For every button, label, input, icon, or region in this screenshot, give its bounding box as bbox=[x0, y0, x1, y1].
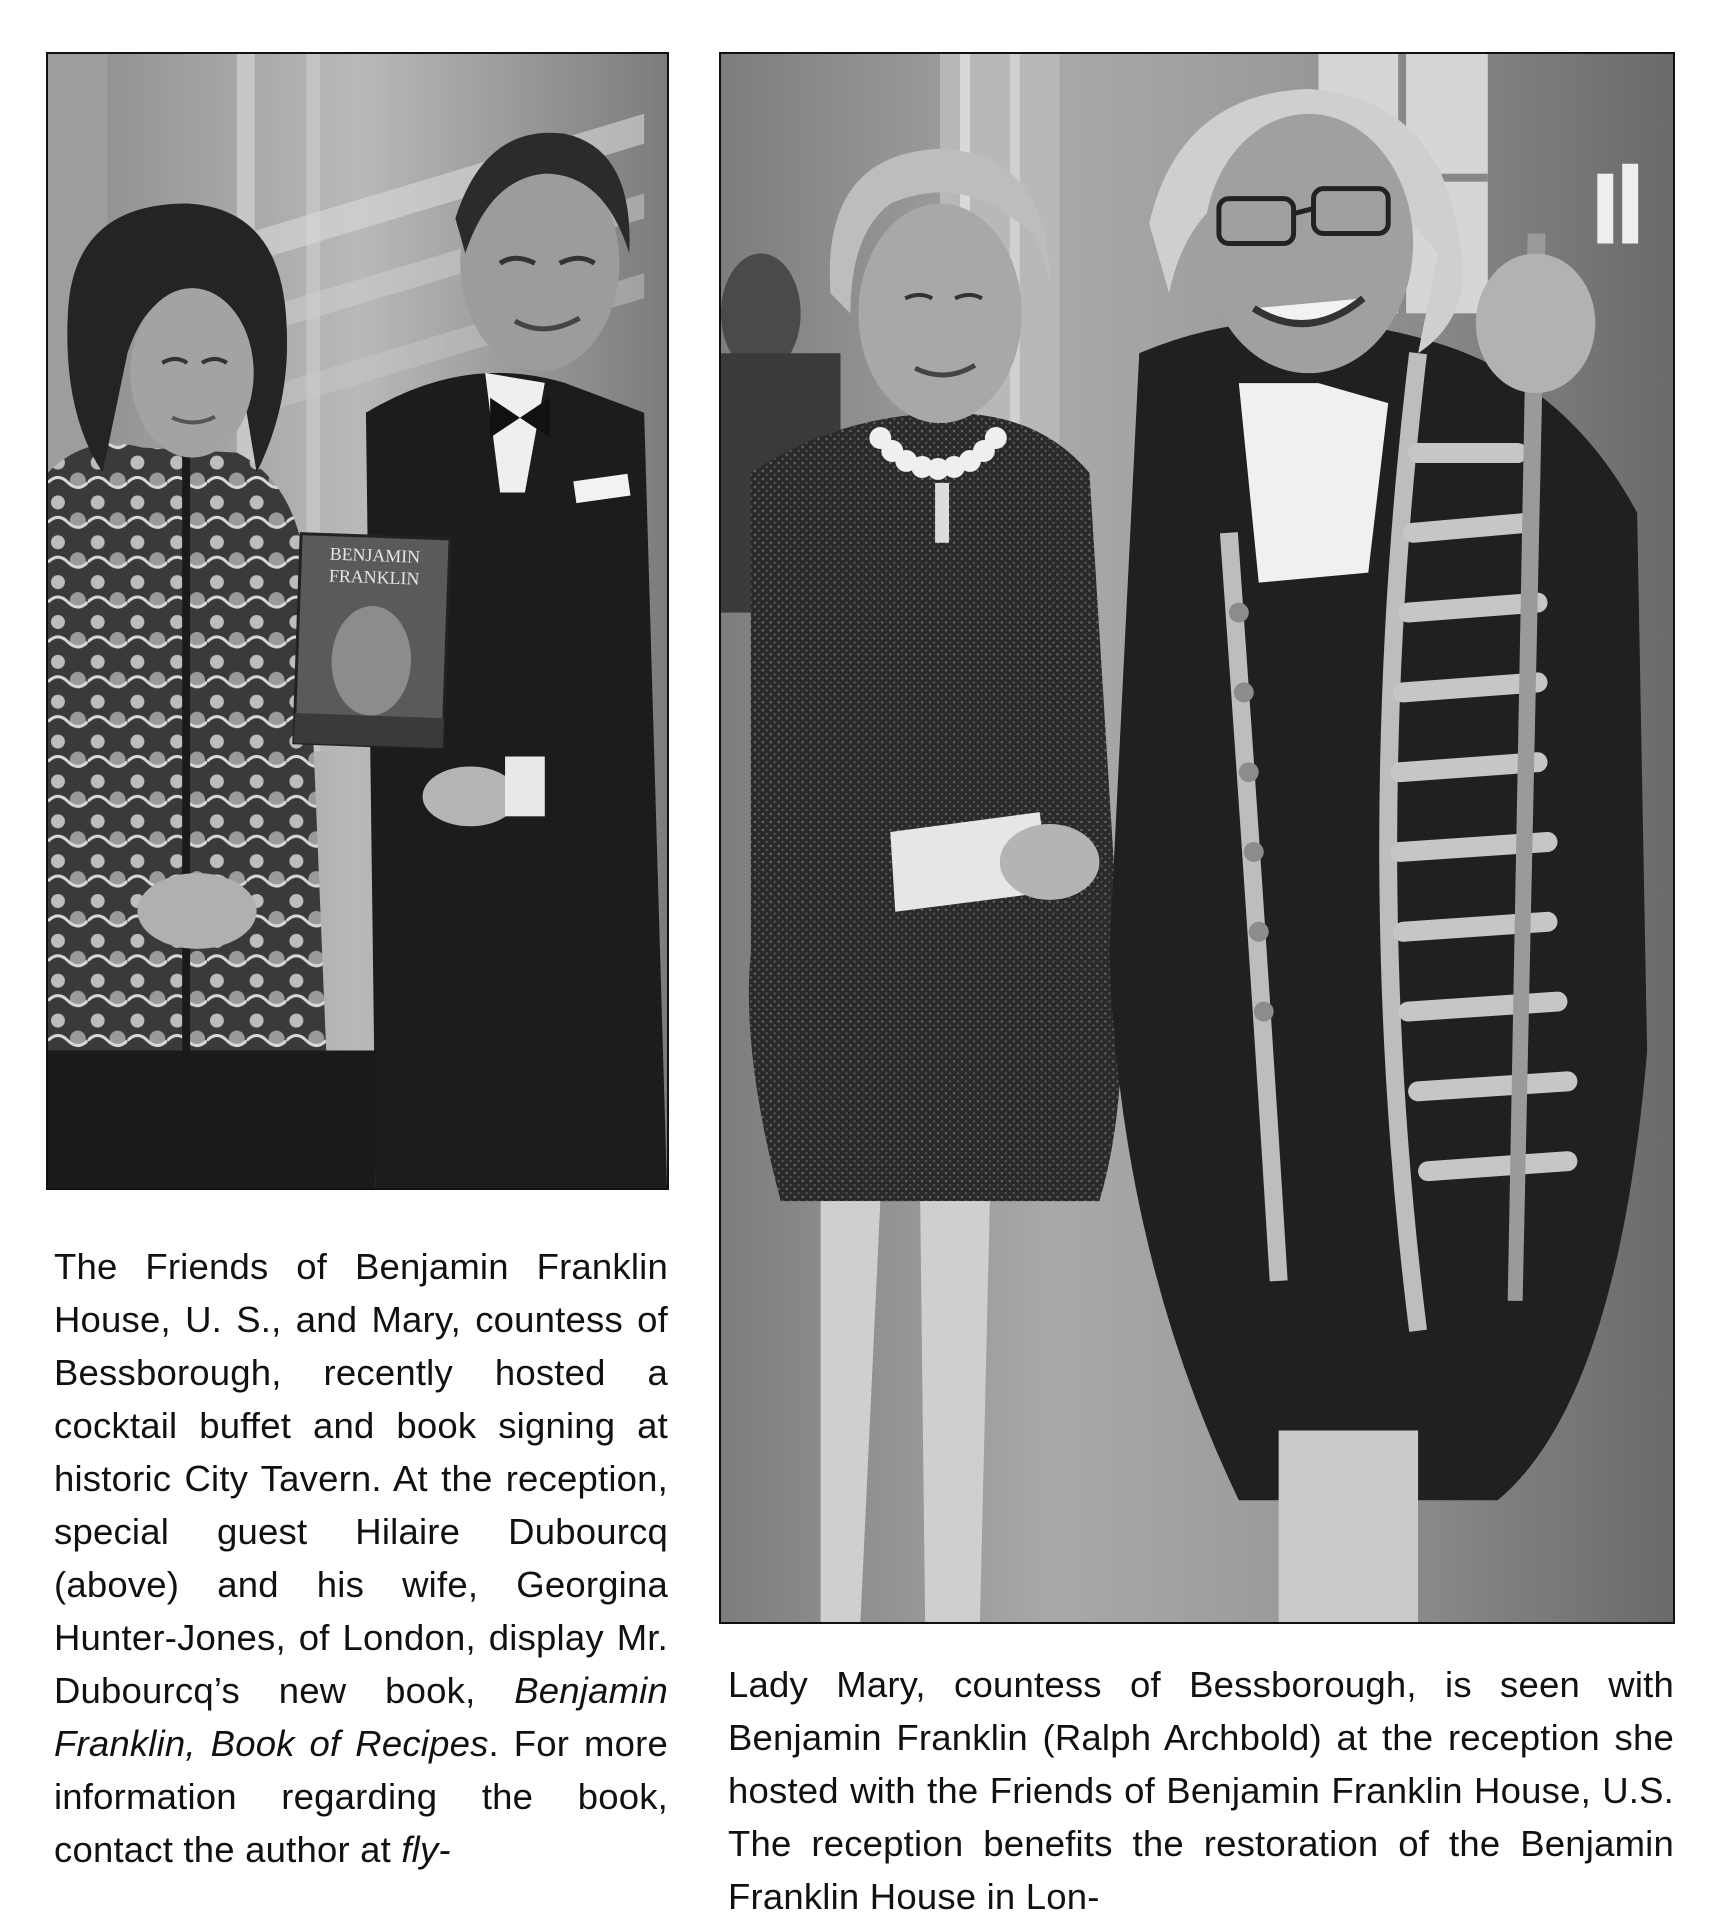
book-cover-title-line2: FRANKLIN bbox=[328, 565, 420, 589]
caption-right bbox=[728, 1658, 1674, 1923]
photo-right-illustration bbox=[721, 54, 1673, 1622]
photo-hilaire-dubourcq-and-wife bbox=[46, 52, 669, 1190]
photo-lady-mary-and-benjamin-franklin bbox=[719, 52, 1675, 1624]
caption-left-text: The Friends of Benjamin Franklin House, U. S., and Mary, countess of Bessborough, recently hosted a cocktail buffet and book signing at historic City Tavern. At the reception, special guest Hilaire Dubourcq (above) and his wife, Georgina Hunter-Jones, of London, display Mr. Dubourcq’s new book, bbox=[54, 1246, 668, 1711]
book-cover-title-line1: BENJAMIN bbox=[329, 543, 421, 567]
caption-left-text-continued: . For more information regarding the book, contact the author at bbox=[54, 1723, 668, 1870]
author-email-fragment: fly- bbox=[401, 1829, 451, 1870]
photo-left-illustration bbox=[48, 54, 667, 1188]
book-title: Benjamin Franklin, Book of Recipes bbox=[54, 1670, 668, 1764]
caption-left bbox=[54, 1240, 668, 1876]
caption-right-text: Lady Mary, countess of Bessborough, is seen with Benjamin Franklin (Ralph Archbold) at the reception she hosted with the Friends of Benjamin Franklin House, U.S. The reception benefits the restoration of the Benjamin Franklin House in Lon- bbox=[728, 1664, 1674, 1917]
